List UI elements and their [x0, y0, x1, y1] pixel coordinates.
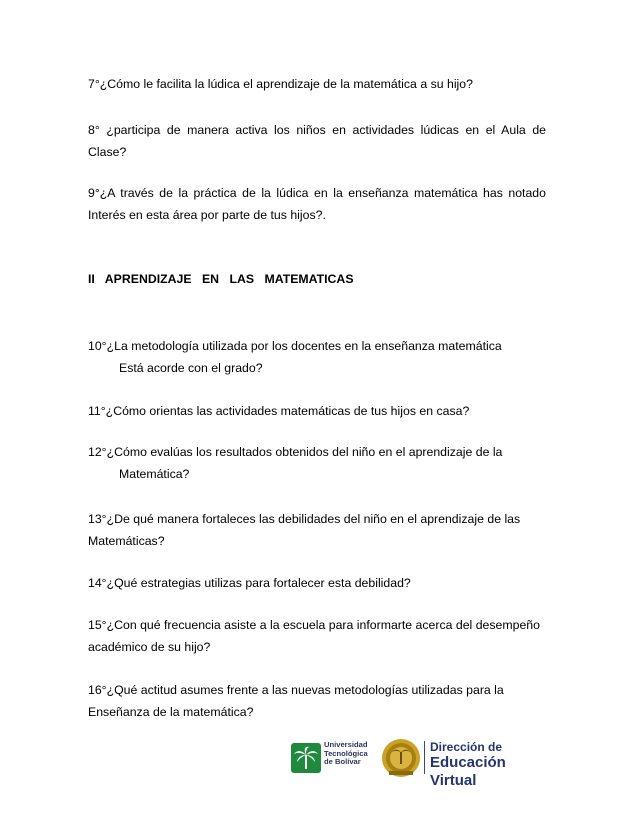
footer-divider	[424, 741, 425, 774]
question-11: 11°¿Cómo orientas las actividades matemáticas de tus hijos en casa?	[88, 404, 470, 418]
section-heading: II APRENDIZAJE EN LAS MATEMATICAS	[88, 272, 354, 286]
utb-line-2: Tecnológica	[324, 748, 368, 758]
utb-palm-logo-icon	[291, 743, 321, 773]
utb-line-3: de Bolívar	[324, 757, 361, 767]
question-12-line-1: 12°¿Cómo evalúas los resultados obtenidos del niño en el aprendizaje de la	[88, 445, 503, 459]
question-12-line-2: Matemática?	[119, 467, 190, 481]
utb-name	[324, 741, 368, 767]
question-16: 16°¿Qué actitud asumes frente a las nuevas metodologías utilizadas para la Enseñanza de la matemática?	[88, 683, 504, 719]
question-15: 15°¿Con qué frecuencia asiste a la escuela para informarte acerca del desempeño académico de su hijo?	[88, 618, 540, 654]
question-13: 13°¿De qué manera fortaleces las debilidades del niño en el aprendizaje de las Matemáticas?	[88, 512, 521, 548]
footer-logos	[291, 738, 547, 789]
dev-line-2: Educación Virtual	[430, 754, 506, 789]
anniversary-seal-icon	[381, 738, 421, 778]
question-7: 7°¿Cómo le facilita la lúdica el aprendizaje de la matemática a su hijo?	[88, 77, 473, 91]
utb-line-1: Universidad	[324, 740, 368, 749]
question-8: 8° ¿participa de manera activa los niños en actividades lúdicas en el Aula de Clase?	[88, 123, 546, 159]
dev-line-1: Dirección de	[430, 740, 503, 754]
direccion-educacion-virtual-logo	[430, 740, 547, 790]
question-10	[88, 335, 546, 379]
question-10-line-2: Está acorde con el grado?	[119, 361, 263, 375]
question-10-line-1: 10°¿La metodología utilizada por los docentes en la enseñanza matemática	[88, 339, 502, 353]
question-12	[88, 441, 546, 485]
question-9: 9°¿A través de la práctica de la lúdica en la enseñanza matemática has notado Interés en esta área por parte de tus hijos?.	[88, 186, 546, 222]
question-14: 14°¿Qué estrategias utilizas para fortalecer esta debilidad?	[88, 576, 411, 590]
utb-logo	[291, 740, 379, 776]
